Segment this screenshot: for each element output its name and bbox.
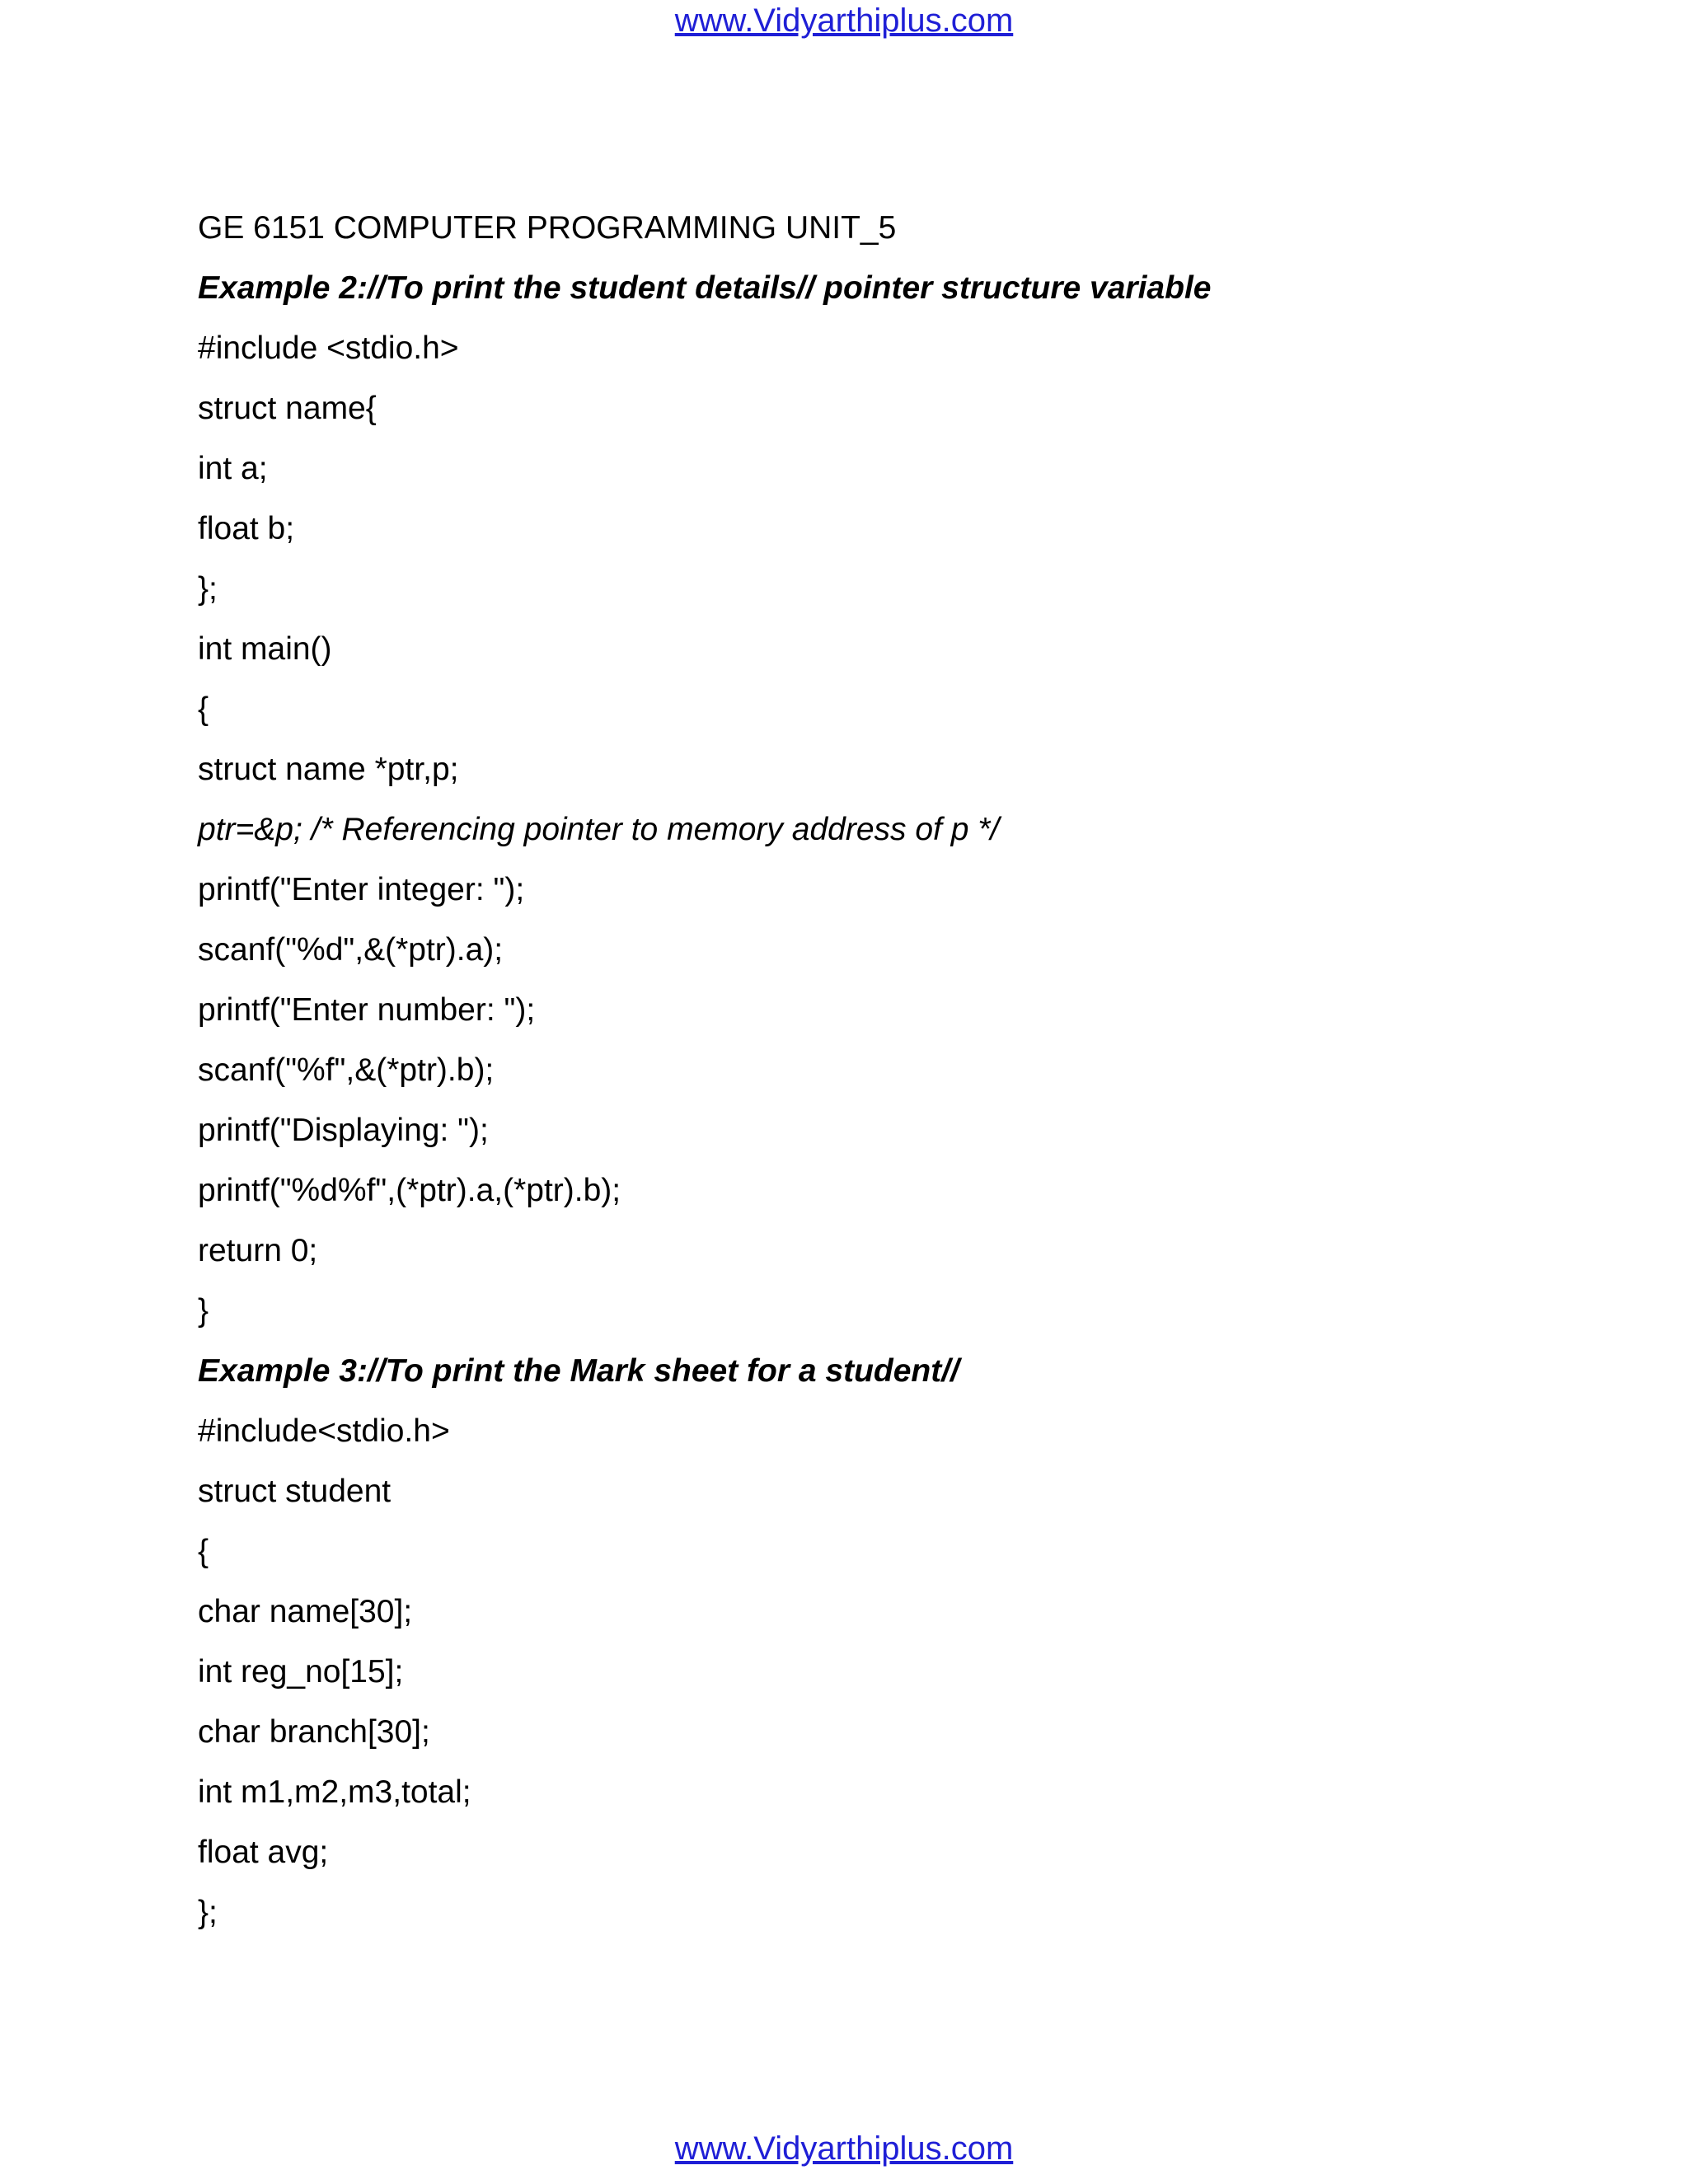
code-line: struct student xyxy=(198,1474,392,1509)
code-line: struct name{ xyxy=(198,391,377,426)
code-line: } xyxy=(198,1293,209,1329)
code-line: printf("Displaying: "); xyxy=(198,1113,489,1148)
code-line: int main() xyxy=(198,631,332,667)
code-line: int m1,m2,m3,total; xyxy=(198,1774,471,1810)
site-link-bottom[interactable]: www.Vidyarthiplus.com xyxy=(674,2130,1014,2167)
code-line: #include<stdio.h> xyxy=(198,1413,450,1449)
code-line: int reg_no[15]; xyxy=(198,1654,404,1690)
code-line: printf("Enter number: "); xyxy=(198,992,536,1028)
code-line: scanf("%f",&(*ptr).b); xyxy=(198,1052,495,1088)
code-line: return 0; xyxy=(198,1233,318,1268)
code-line-comment: ptr=&p; /* Referencing pointer to memory address of p */ xyxy=(198,812,1000,847)
example2-heading: Example 2://To print the student details// pointer structure variable xyxy=(198,270,1212,306)
document-body xyxy=(198,198,1599,1943)
code-line: char name[30]; xyxy=(198,1594,413,1629)
code-line: int a; xyxy=(198,451,268,486)
code-line: printf("%d%f",(*ptr).a,(*ptr).b); xyxy=(198,1173,621,1208)
example3-heading: Example 3://To print the Mark sheet for a student// xyxy=(198,1353,959,1389)
code-line: #include <stdio.h> xyxy=(198,330,459,366)
code-line: }; xyxy=(198,571,218,607)
code-line: float b; xyxy=(198,511,295,546)
code-line: { xyxy=(198,691,209,727)
site-link-top[interactable]: www.Vidyarthiplus.com xyxy=(674,2,1014,39)
code-line: scanf("%d",&(*ptr).a); xyxy=(198,932,504,968)
code-line: printf("Enter integer: "); xyxy=(198,872,525,907)
code-line: float avg; xyxy=(198,1835,329,1870)
code-line: struct name *ptr,p; xyxy=(198,752,459,787)
page-header: GE 6151 COMPUTER PROGRAMMING UNIT_5 xyxy=(198,210,897,246)
code-line: { xyxy=(198,1534,209,1569)
code-line: }; xyxy=(198,1895,218,1930)
code-line: char branch[30]; xyxy=(198,1714,430,1750)
